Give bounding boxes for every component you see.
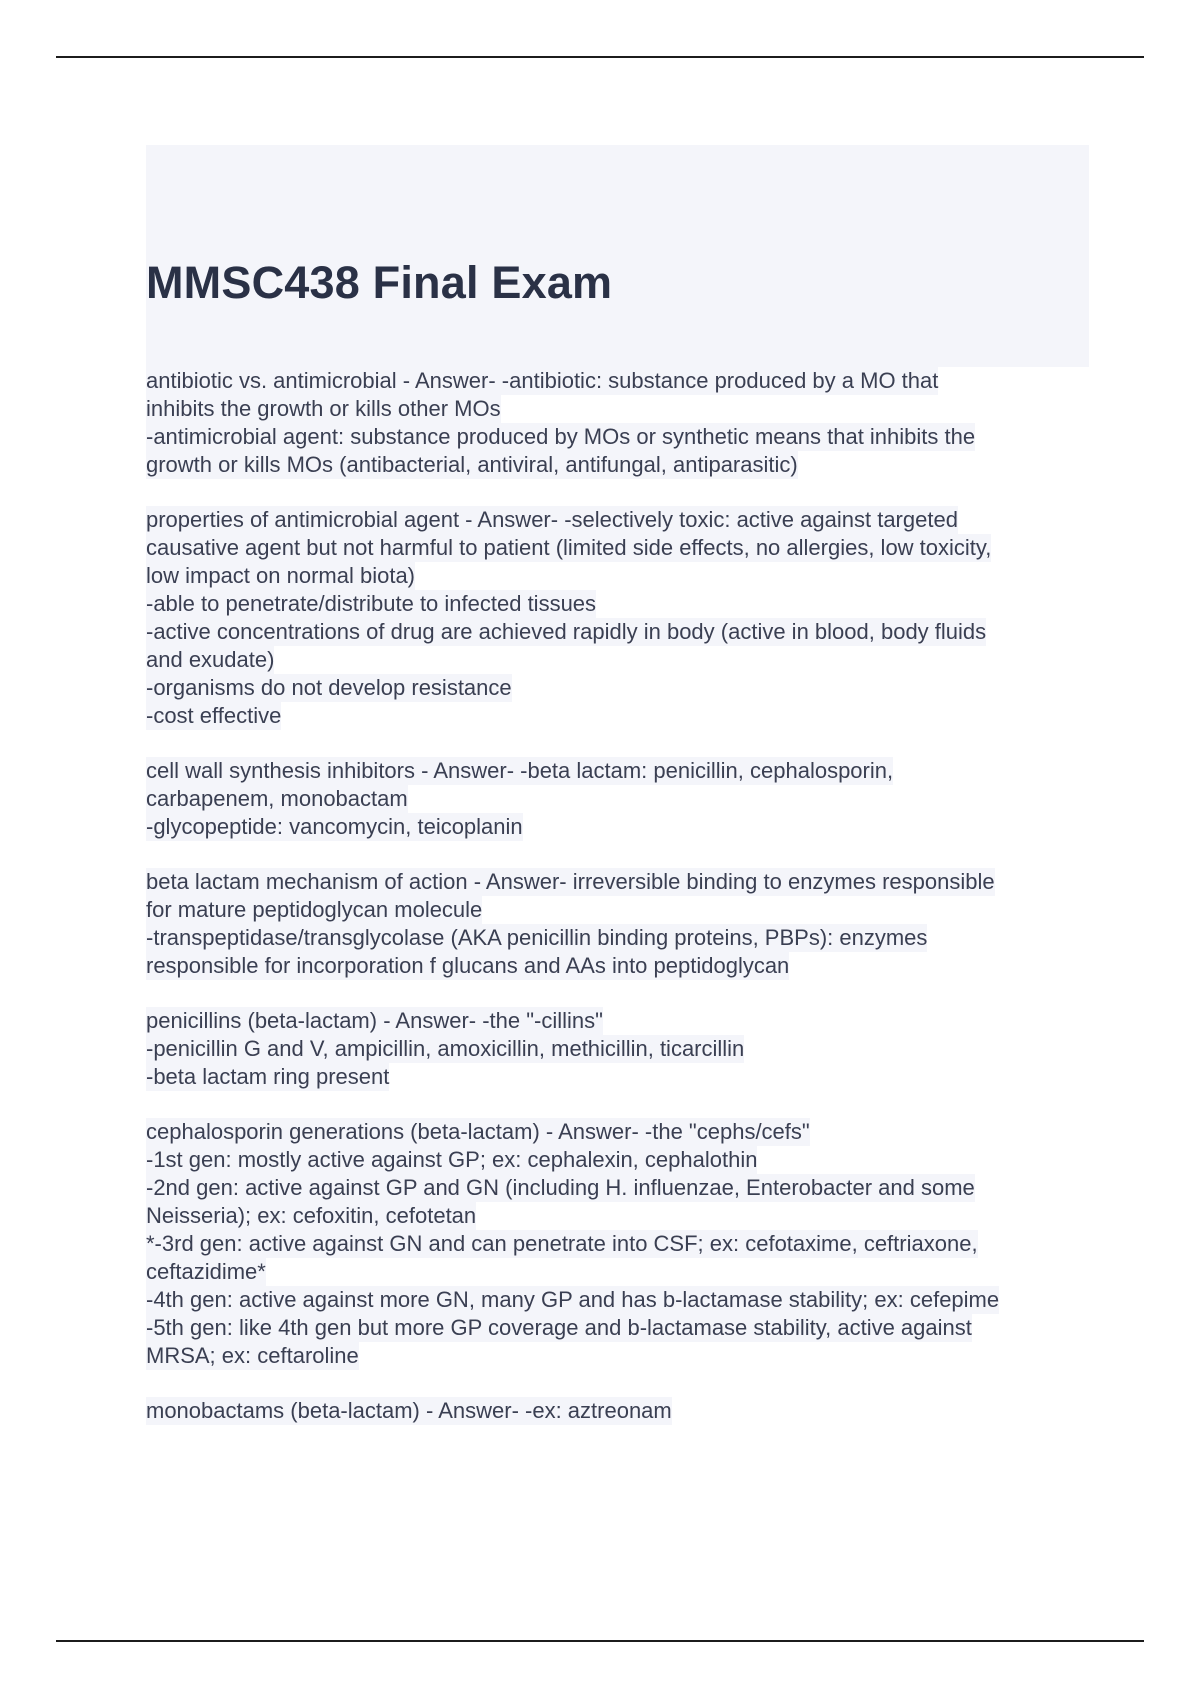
qa-entry bbox=[146, 1007, 1091, 1091]
qa-line: Neisseria); ex: cefoxitin, cefotetan bbox=[146, 1203, 477, 1228]
qa-line: and exudate) bbox=[146, 647, 275, 672]
qa-line: -cost effective bbox=[146, 703, 282, 728]
qa-line: -beta lactam ring present bbox=[146, 1064, 390, 1089]
qa-line: responsible for incorporation f glucans and AAs into peptidoglycan bbox=[146, 953, 790, 978]
document-title: MMSC438 Final Exam bbox=[146, 257, 613, 308]
qa-line: -active concentrations of drug are achieved rapidly in body (active in blood, body fluids bbox=[146, 619, 987, 644]
qa-entry bbox=[146, 868, 1091, 980]
qa-line: cell wall synthesis inhibitors - Answer- -beta lactam: penicillin, cephalosporin, bbox=[146, 758, 894, 783]
qa-line: -4th gen: active against more GN, many GP and has b-lactamase stability; ex: cefepime bbox=[146, 1287, 1000, 1312]
qa-line: -glycopeptide: vancomycin, teicoplanin bbox=[146, 814, 523, 839]
qa-line: -1st gen: mostly active against GP; ex: cephalexin, cephalothin bbox=[146, 1147, 758, 1172]
qa-line: -transpeptidase/transglycolase (AKA penicillin binding proteins, PBPs): enzymes bbox=[146, 925, 928, 950]
qa-line: antibiotic vs. antimicrobial - Answer- -antibiotic: substance produced by a MO that bbox=[146, 368, 939, 393]
qa-line: MRSA; ex: ceftaroline bbox=[146, 1343, 359, 1368]
qa-line: monobactams (beta-lactam) - Answer- -ex: aztreonam bbox=[146, 1398, 672, 1423]
qa-list bbox=[146, 367, 1091, 1452]
qa-line: -able to penetrate/distribute to infected tissues bbox=[146, 591, 597, 616]
footer-rule bbox=[56, 1640, 1144, 1642]
qa-line: -penicillin G and V, ampicillin, amoxicillin, methicillin, ticarcillin bbox=[146, 1036, 745, 1061]
qa-line: for mature peptidoglycan molecule bbox=[146, 897, 483, 922]
qa-line: cephalosporin generations (beta-lactam) - Answer- -the "cephs/cefs" bbox=[146, 1119, 810, 1144]
qa-line: -organisms do not develop resistance bbox=[146, 675, 512, 700]
qa-line: growth or kills MOs (antibacterial, antiviral, antifungal, antiparasitic) bbox=[146, 452, 798, 477]
qa-entry bbox=[146, 1118, 1091, 1370]
qa-entry bbox=[146, 757, 1091, 841]
qa-line: -5th gen: like 4th gen but more GP coverage and b-lactamase stability, active against bbox=[146, 1315, 972, 1340]
qa-line: causative agent but not harmful to patient (limited side effects, no allergies, low toxicity, bbox=[146, 535, 992, 560]
qa-entry bbox=[146, 367, 1091, 479]
qa-line: ceftazidime* bbox=[146, 1259, 266, 1284]
qa-line: -2nd gen: active against GP and GN (including H. influenzae, Enterobacter and some bbox=[146, 1175, 975, 1200]
qa-line: properties of antimicrobial agent - Answer- -selectively toxic: active against targeted bbox=[146, 507, 958, 532]
qa-line: penicillins (beta-lactam) - Answer- -the "-cillins" bbox=[146, 1008, 603, 1033]
qa-line: beta lactam mechanism of action - Answer- irreversible binding to enzymes responsible bbox=[146, 869, 995, 894]
qa-entry bbox=[146, 1397, 1091, 1425]
qa-line: *-3rd gen: active against GN and can penetrate into CSF; ex: cefotaxime, ceftriaxone, bbox=[146, 1231, 978, 1256]
header-rule bbox=[56, 56, 1144, 58]
qa-entry bbox=[146, 506, 1091, 730]
qa-line: inhibits the growth or kills other MOs bbox=[146, 396, 501, 421]
qa-line: low impact on normal biota) bbox=[146, 563, 416, 588]
qa-line: carbapenem, monobactam bbox=[146, 786, 408, 811]
qa-line: -antimicrobial agent: substance produced by MOs or synthetic means that inhibits the bbox=[146, 424, 976, 449]
